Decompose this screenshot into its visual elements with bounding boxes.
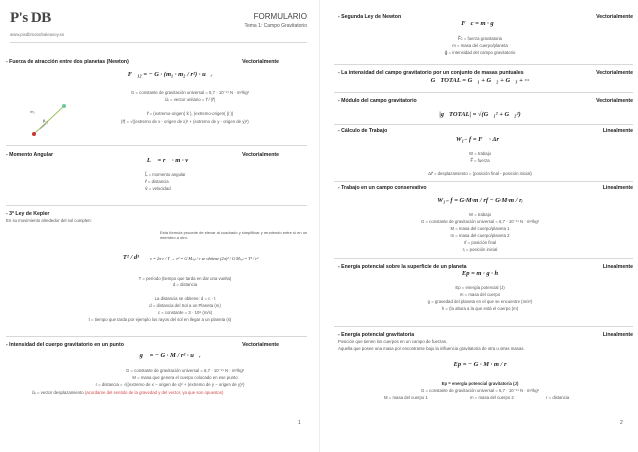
line: r⃗ = (extremo-origen( x⃗ ), (extremo-origen( y⃗ )) xyxy=(146,111,234,116)
line: G = constante de gravitación universal = 6,7 · 10⁻¹¹ N · m²/kg² xyxy=(125,368,245,373)
formula-left: T² / d³ xyxy=(122,254,140,261)
section-intro: Aquella que posee una masa por encontrarse bajo la influencia gravitatoria de otra u otras masas. xyxy=(338,346,525,351)
line: L⃗ = momento angular xyxy=(145,172,186,177)
line: M = masa del cuerpo 1 xyxy=(384,395,428,400)
formula: Ep = m · g · h xyxy=(461,270,499,277)
line: G = constante de gravitación universal = 6,7 · 10⁻¹¹ N · m²/kg² xyxy=(420,388,540,393)
section-tag: Vectorialmente xyxy=(596,98,633,104)
line: W = trabajo xyxy=(468,212,492,217)
header-subtitle: Tema 1: Campo Gravitatorio xyxy=(244,23,307,29)
line: W = trabajo xyxy=(468,151,492,156)
formula: |g⃗TOTAL| = √(G⃗₁² + G⃗₂²) xyxy=(439,111,521,118)
formula-mid: v = 2π·r / T → v² = G·Mₛₒₗ / r se obtiene (2π)² / G·Mₛₒₗ = T² / r³ xyxy=(150,256,259,261)
line: u⃗ᵣ = vector unitario = r⃗ / |r⃗| xyxy=(165,97,215,102)
line: F⃗ = fuerza xyxy=(470,158,490,163)
section-title: - Intensidad del cuerpo gravitatorio en un punto xyxy=(6,342,124,348)
diagram-label-f: F⃗₁₂ xyxy=(43,119,49,124)
section-title: - Energía potencial gravitatoria xyxy=(338,332,415,338)
line: Ep = energía potencial (J) xyxy=(455,285,505,290)
section-intro: Posición que tienen los cuerpos en un campo de fuerzas. xyxy=(338,339,448,344)
line: r = distancia xyxy=(546,395,570,400)
line: m = masa del cuerpo 2 xyxy=(470,395,514,400)
section-tag: Vectorialmente xyxy=(596,70,633,76)
mass-2-dot xyxy=(62,104,66,108)
section-tag: Vectorialmente xyxy=(242,152,279,158)
line: La distancia se obtiene: d = c · t xyxy=(154,296,216,301)
last-line-lead: u⃗ᵣ = vector desplazamiento xyxy=(32,390,84,395)
page-2 xyxy=(319,0,638,452)
line: Δr⃗ = desplazamiento = (posición final - posición inicial) xyxy=(428,171,532,176)
formula: F⃗₁₂ = − G · (m₁ · m₂ / r²) · u⃗ᵣ xyxy=(127,71,213,78)
section-title: - Energía potencial sobre la superficie de un planeta xyxy=(338,264,467,270)
line: v⃗ = velocidad xyxy=(145,186,171,191)
logo: P's DB xyxy=(10,10,51,26)
section-title: - Segunda Ley de Newton xyxy=(338,14,402,20)
section-title: - Módulo del campo gravitatorio xyxy=(338,98,417,104)
line: T = período (tiempo que tarda en dar una vuelta) xyxy=(138,276,232,281)
formula: W₁₋ f = G·M·m / rf − G·M·m / rᵢ xyxy=(437,197,523,204)
line: F⃗c = fuerza gravitatoria xyxy=(458,36,502,41)
line xyxy=(32,390,312,395)
section-title: - Momento Angular xyxy=(6,152,54,158)
force-diagram xyxy=(26,100,72,140)
formula: g⃗ = − G · M / r² · u⃗ᵣ xyxy=(139,352,201,359)
line: g⃗ = intensidad del campo gravitatorio xyxy=(444,50,516,55)
line: Ep = energía potencial gravitatoria (J) xyxy=(441,381,519,386)
line: G = constante de gravitación universal = 6,7 · 10⁻¹¹ N · m²/kg² xyxy=(130,90,250,95)
section-title: - 3ª Ley de Kepler xyxy=(6,211,50,217)
line: rf = posición final xyxy=(463,240,497,245)
header-title: FORMULARIO xyxy=(253,12,307,21)
line: m = masa del cuerpo xyxy=(459,292,501,297)
line: rᵢ = posición inicial xyxy=(462,247,498,252)
kepler-note: Esta fórmula procede de elevar al cuadrado y simplificar y reuniendo entre sí en un miembro a otro. xyxy=(160,230,308,240)
line: d = distancia del Sol a un Planeta (m) xyxy=(149,303,221,308)
line: r⃗ = distancia xyxy=(145,179,169,184)
line: m = masa del cuerpo/planeta 2 xyxy=(450,233,510,238)
formula: L⃗ = r⃗ · m · v⃗ xyxy=(146,157,194,164)
page-number: 2 xyxy=(620,420,623,426)
section-tag: Linealmente xyxy=(602,128,633,134)
section-title: - Fuerza de atracción entre dos planetas (Newton) xyxy=(6,59,129,65)
section-tag: Linealmente xyxy=(602,264,633,270)
section-tag: Linealmente xyxy=(602,185,633,191)
line: g = gravedad del planeta en el que se encuentre (m/s²) xyxy=(427,299,533,304)
section-tag: Vectorialmente xyxy=(596,14,633,20)
website: www.pisdbmotorbaleavoy.es xyxy=(10,32,65,37)
section-title: - Trabajo en un campo conservativo xyxy=(338,185,427,191)
section-tag: Vectorialmente xyxy=(242,59,279,65)
section-title: - Cálculo de Trabajo xyxy=(338,128,388,134)
section-title: - La intensidad del campo gravitatorio por un conjunto de masas puntuales xyxy=(338,70,524,76)
page-number: 1 xyxy=(298,420,301,426)
line: M = masa del cuerpo/planeta 1 xyxy=(450,226,510,231)
section-tag: Vectorialmente xyxy=(242,342,279,348)
formula: F⃗c = m · g⃗ xyxy=(461,20,499,27)
line: G = constante de gravitación universal = 6,7 · 10⁻¹¹ N · m²/kg² xyxy=(420,219,540,224)
formula: G⃗TOTAL = G⃗₁ + G⃗₂ + G⃗₃ + ··· xyxy=(430,77,530,84)
line: |r⃗| = √((extremo de x - origen de x)² + (extremo de y - origen de y)²) xyxy=(121,119,249,124)
line: c = constante = 3 · 10⁸ (m/s) xyxy=(157,310,213,315)
formula: W₁₋ f = F⃗ · Δr⃗ xyxy=(455,136,505,143)
line: m = masa del cuerpo/planeta xyxy=(452,43,508,48)
mass-1-dot xyxy=(32,132,36,136)
section-intro: En su movimiento alrededor del sol cumplen: xyxy=(6,218,92,223)
line: d = distancia xyxy=(172,282,198,287)
last-line-note: (acordarse del sentido de la gravedad y del vector, ya que son opuestos) xyxy=(84,390,224,395)
formula: Ep = − G · M · m / r xyxy=(453,361,507,368)
section-tag: Linealmente xyxy=(602,332,633,338)
line: M = masa que genera el cuerpo colocado en ese punto xyxy=(132,375,238,380)
diagram-label-m1: m₁ xyxy=(30,109,35,114)
line: r = distancia = √((extremo de x − origen de x)² + (extremo de y − origen de y)²) xyxy=(95,382,245,387)
line: t = tiempo que tarda por ejemplo los rayos del sol en llegar a un planeta (s) xyxy=(88,317,232,322)
line: h = (la altura a la que está el cuerpo (m) xyxy=(441,306,519,311)
